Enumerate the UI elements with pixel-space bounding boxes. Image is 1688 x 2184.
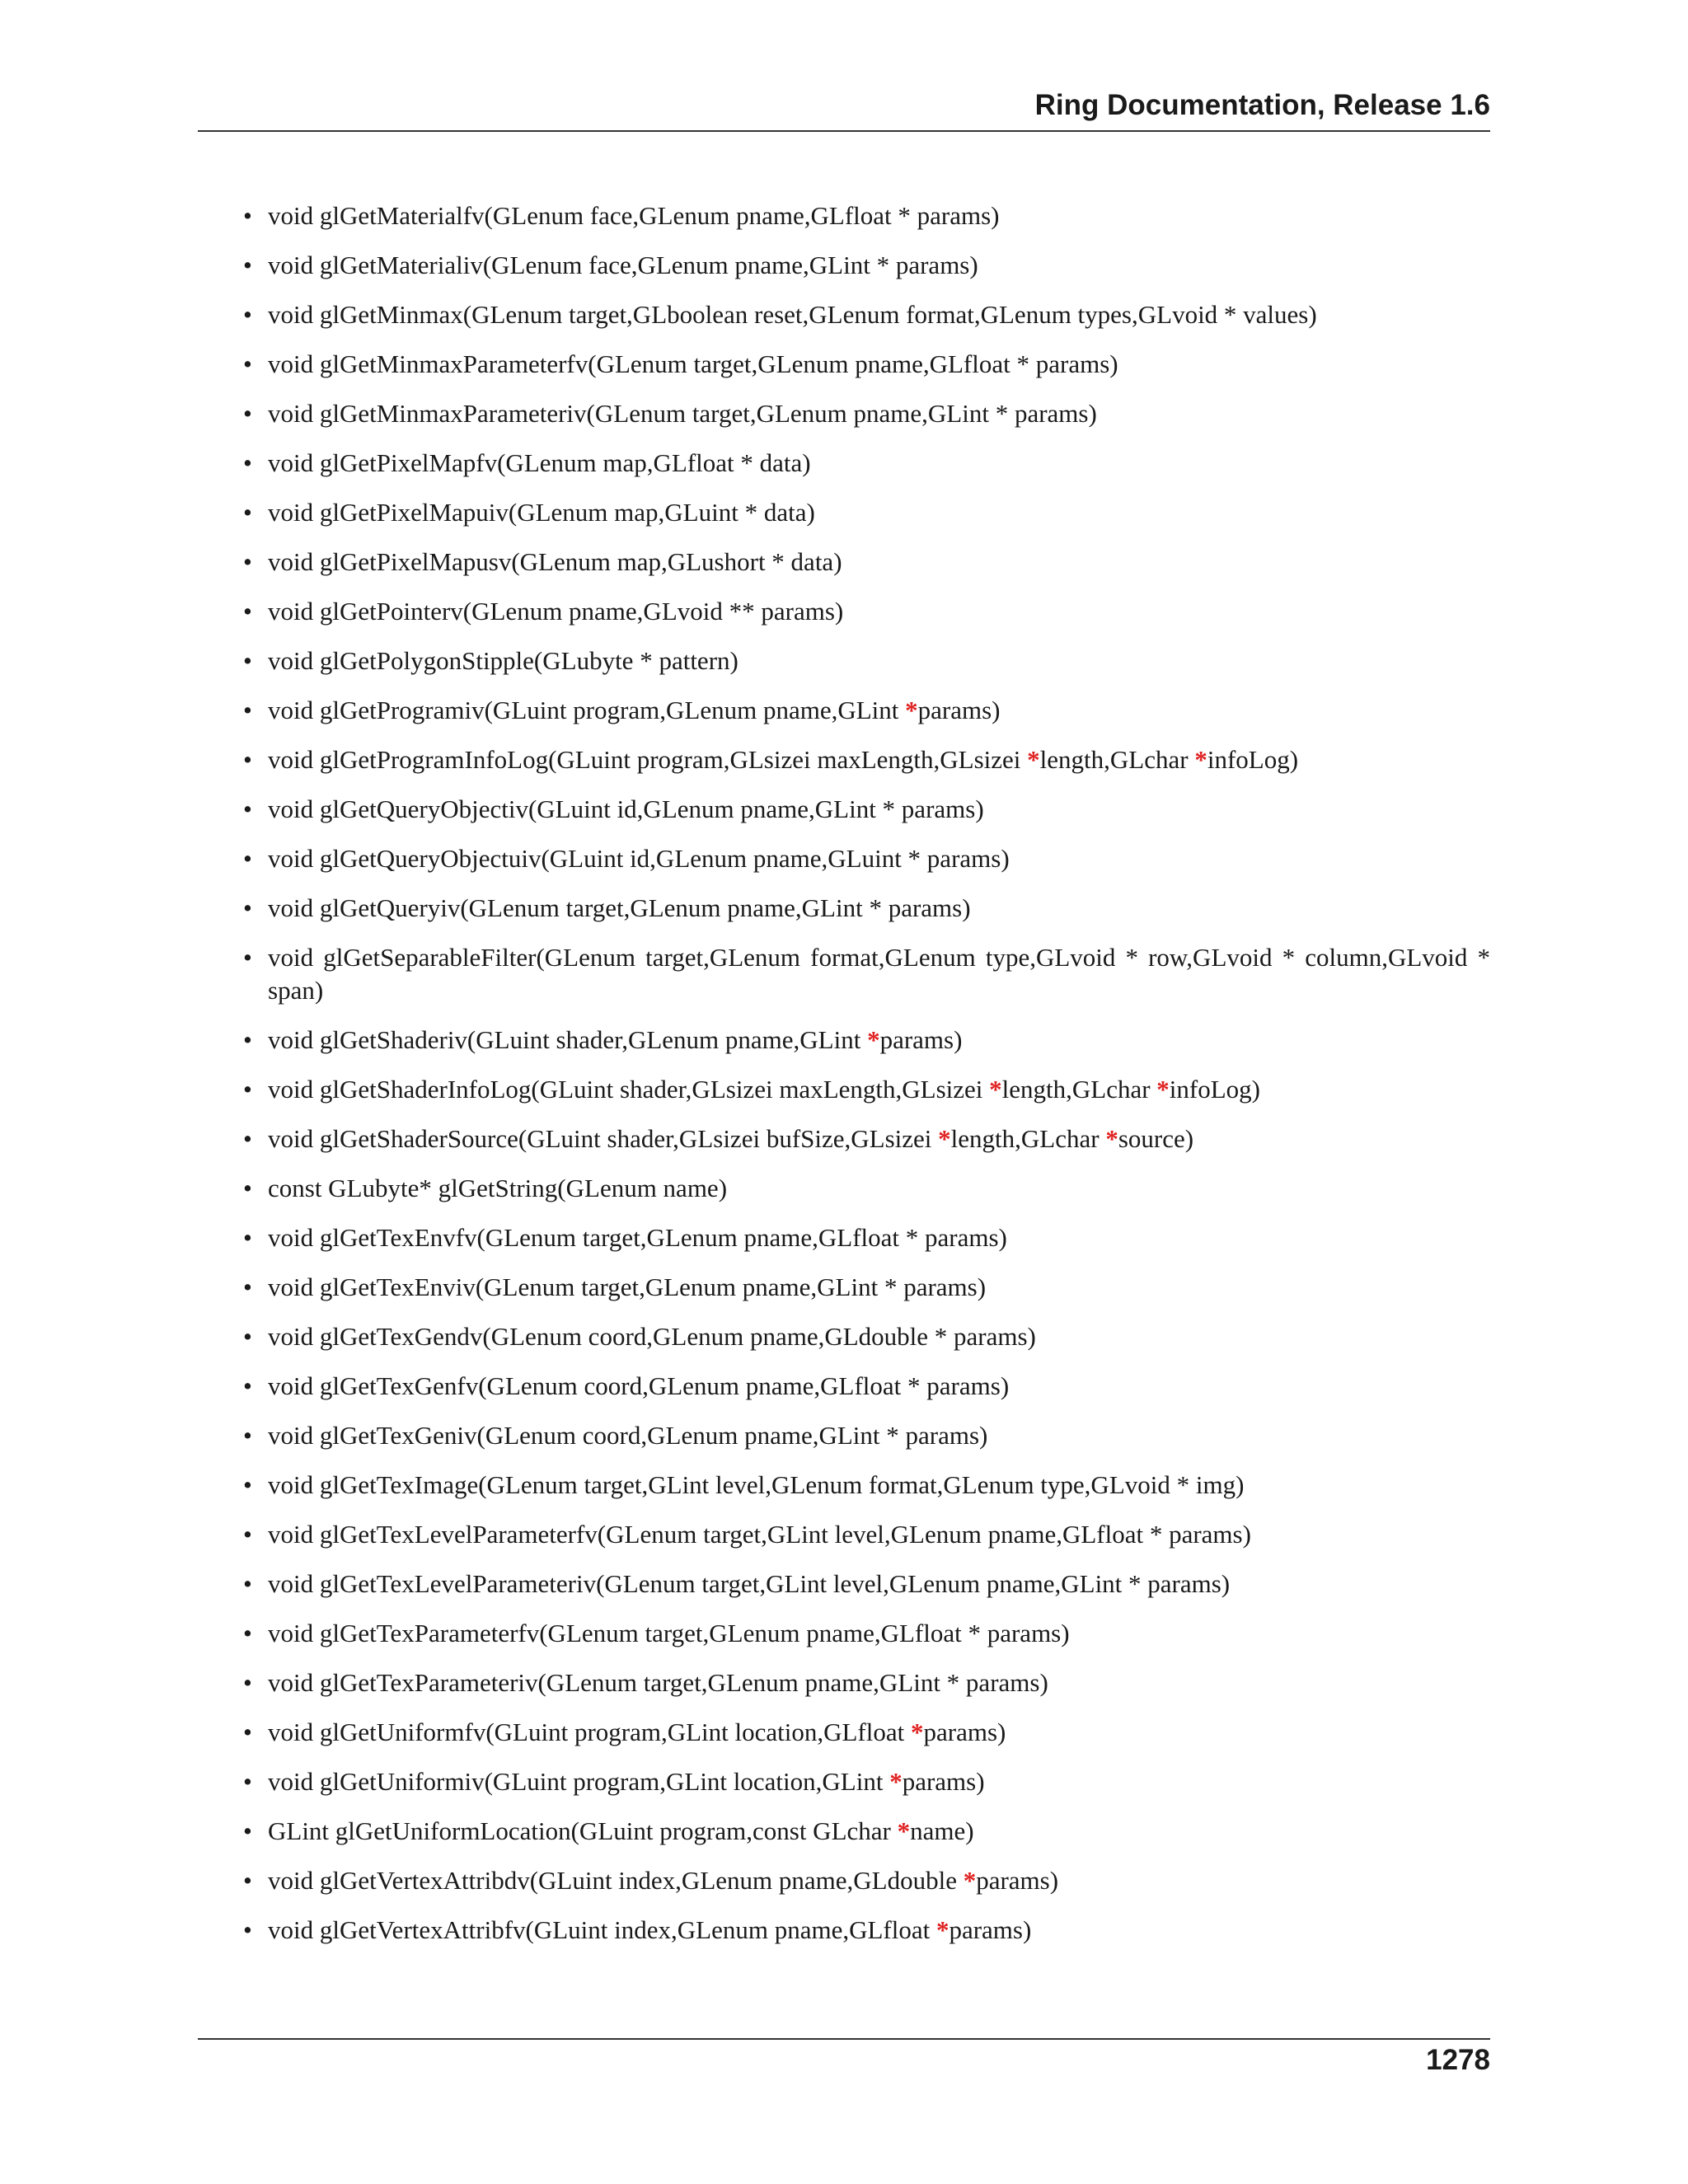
signature-text: length,GLchar <box>1039 745 1195 774</box>
highlighted-asterisk: * <box>1194 745 1207 774</box>
list-item <box>243 1864 1490 1897</box>
list-item <box>243 1765 1490 1798</box>
list-item <box>243 1024 1490 1057</box>
list-item <box>243 1271 1490 1304</box>
signature-text: void glGetTexParameterfv(GLenum target,GLenum pname,GLfloat * params) <box>268 1619 1070 1647</box>
list-item <box>243 694 1490 727</box>
signature-text: void glGetShaderSource(GLuint shader,GLsizei bufSize,GLsizei <box>268 1124 939 1153</box>
signature-text: void glGetVertexAttribdv(GLuint index,GLenum pname,GLdouble <box>268 1866 964 1895</box>
signature-text: void glGetProgramiv(GLuint program,GLenum pname,GLint <box>268 696 906 724</box>
highlighted-asterisk: * <box>963 1866 977 1895</box>
list-item <box>243 1469 1490 1502</box>
list-item <box>243 1419 1490 1452</box>
list-item <box>243 1073 1490 1106</box>
signature-text: void glGetQueryObjectiv(GLuint id,GLenum pname,GLint * params) <box>268 794 984 823</box>
page-number: 1278 <box>1426 2044 1490 2076</box>
list-item <box>243 644 1490 677</box>
list-item <box>243 1568 1490 1601</box>
highlighted-asterisk: * <box>911 1718 924 1746</box>
list-item <box>243 793 1490 826</box>
signature-text: void glGetShaderiv(GLuint shader,GLenum pname,GLint <box>268 1025 868 1054</box>
signature-text: GLint glGetUniformLocation(GLuint program,const GLchar <box>268 1816 898 1845</box>
signature-text: void glGetTexGenfv(GLenum coord,GLenum pname,GLfloat * params) <box>268 1371 1010 1400</box>
signature-text: name) <box>910 1816 974 1845</box>
list-item <box>243 1221 1490 1254</box>
list-item <box>243 941 1490 1007</box>
footer-rule <box>198 2038 1490 2040</box>
list-item <box>243 496 1490 529</box>
signature-text: void glGetMinmax(GLenum target,GLboolean reset,GLenum format,GLenum types,GLvoid * values) <box>268 300 1317 329</box>
signature-text: void glGetTexEnvfv(GLenum target,GLenum pname,GLfloat * params) <box>268 1223 1007 1252</box>
highlighted-asterisk: * <box>889 1767 903 1796</box>
signature-text: void glGetPixelMapusv(GLenum map,GLushort * data) <box>268 547 842 576</box>
signature-text: void glGetMaterialfv(GLenum face,GLenum pname,GLfloat * params) <box>268 201 1000 230</box>
signature-text: params) <box>879 1025 963 1054</box>
list-item <box>243 1320 1490 1353</box>
signature-text: void glGetTexLevelParameteriv(GLenum target,GLint level,GLenum pname,GLint * params) <box>268 1569 1231 1598</box>
header-rule <box>198 130 1490 132</box>
signature-text: infoLog) <box>1169 1075 1260 1104</box>
highlighted-asterisk: * <box>867 1025 880 1054</box>
list-item <box>243 1716 1490 1749</box>
signature-text: void glGetPixelMapfv(GLenum map,GLfloat * data) <box>268 448 811 477</box>
signature-text: void glGetUniformfv(GLuint program,GLint location,GLfloat <box>268 1718 911 1746</box>
signature-text: params) <box>923 1718 1006 1746</box>
signature-text: void glGetQueryObjectuiv(GLuint id,GLenum pname,GLuint * params) <box>268 844 1010 873</box>
signature-text: params) <box>976 1866 1059 1895</box>
running-header: Ring Documentation, Release 1.6 <box>1034 89 1490 121</box>
signature-text: void glGetQueryiv(GLenum target,GLenum pname,GLint * params) <box>268 893 971 922</box>
signature-text: void glGetMinmaxParameterfv(GLenum target,GLenum pname,GLfloat * params) <box>268 349 1118 378</box>
signature-text: void glGetTexGeniv(GLenum coord,GLenum pname,GLint * params) <box>268 1421 988 1450</box>
list-item <box>243 546 1490 579</box>
signature-text: length,GLchar <box>950 1124 1106 1153</box>
list-item <box>243 1122 1490 1155</box>
list-item <box>243 743 1490 776</box>
signature-text: void glGetTexImage(GLenum target,GLint level,GLenum format,GLenum type,GLvoid * img) <box>268 1470 1245 1499</box>
function-list <box>243 199 1490 1963</box>
signature-text: void glGetSeparableFilter(GLenum target,GLenum format,GLenum type,GLvoid * row,GLvoid * column,GLvoid * span) <box>268 943 1490 1005</box>
list-item <box>243 249 1490 282</box>
list-item <box>243 1815 1490 1848</box>
highlighted-asterisk: * <box>897 1816 911 1845</box>
signature-text: void glGetPointerv(GLenum pname,GLvoid ** params) <box>268 597 844 626</box>
signature-text: void glGetMaterialiv(GLenum face,GLenum pname,GLint * params) <box>268 251 978 279</box>
signature-text: void glGetTexGendv(GLenum coord,GLenum pname,GLdouble * params) <box>268 1322 1036 1351</box>
signature-text: void glGetTexEnviv(GLenum target,GLenum pname,GLint * params) <box>268 1272 987 1301</box>
list-item <box>243 298 1490 331</box>
list-item <box>243 199 1490 232</box>
highlighted-asterisk: * <box>1105 1124 1118 1153</box>
list-item <box>243 348 1490 381</box>
signature-text: void glGetPolygonStipple(GLubyte * pattern) <box>268 646 738 675</box>
signature-text: void glGetTexLevelParameterfv(GLenum target,GLint level,GLenum pname,GLfloat * params) <box>268 1520 1251 1549</box>
signature-text: infoLog) <box>1207 745 1299 774</box>
list-item <box>243 1617 1490 1650</box>
signature-text: void glGetTexParameteriv(GLenum target,GLenum pname,GLint * params) <box>268 1668 1048 1697</box>
highlighted-asterisk: * <box>989 1075 1002 1104</box>
signature-text: void glGetPixelMapuiv(GLenum map,GLuint * data) <box>268 498 815 527</box>
signature-text: void glGetVertexAttribfv(GLuint index,GLenum pname,GLfloat <box>268 1915 936 1944</box>
signature-text: void glGetProgramInfoLog(GLuint program,GLsizei maxLength,GLsizei <box>268 745 1028 774</box>
list-item <box>243 1914 1490 1947</box>
signature-text: void glGetShaderInfoLog(GLuint shader,GLsizei maxLength,GLsizei <box>268 1075 990 1104</box>
highlighted-asterisk: * <box>1027 745 1040 774</box>
signature-text: source) <box>1118 1124 1194 1153</box>
list-item <box>243 842 1490 875</box>
list-item <box>243 892 1490 925</box>
highlighted-asterisk: * <box>935 1915 950 1944</box>
signature-text: void glGetUniformiv(GLuint program,GLint location,GLint <box>268 1767 890 1796</box>
list-item <box>243 595 1490 628</box>
signature-text: params) <box>949 1915 1032 1944</box>
list-item <box>243 447 1490 480</box>
highlighted-asterisk: * <box>1156 1075 1170 1104</box>
signature-text: length,GLchar <box>1001 1075 1157 1104</box>
signature-text: params) <box>917 696 1001 724</box>
list-item <box>243 1666 1490 1699</box>
signature-text: void glGetMinmaxParameteriv(GLenum target,GLenum pname,GLint * params) <box>268 399 1097 428</box>
list-item <box>243 397 1490 430</box>
signature-text: const GLubyte* glGetString(GLenum name) <box>268 1174 728 1202</box>
highlighted-asterisk: * <box>905 696 918 724</box>
signature-text: params) <box>902 1767 985 1796</box>
list-item <box>243 1370 1490 1403</box>
list-item <box>243 1172 1490 1205</box>
list-item <box>243 1518 1490 1551</box>
highlighted-asterisk: * <box>938 1124 951 1153</box>
